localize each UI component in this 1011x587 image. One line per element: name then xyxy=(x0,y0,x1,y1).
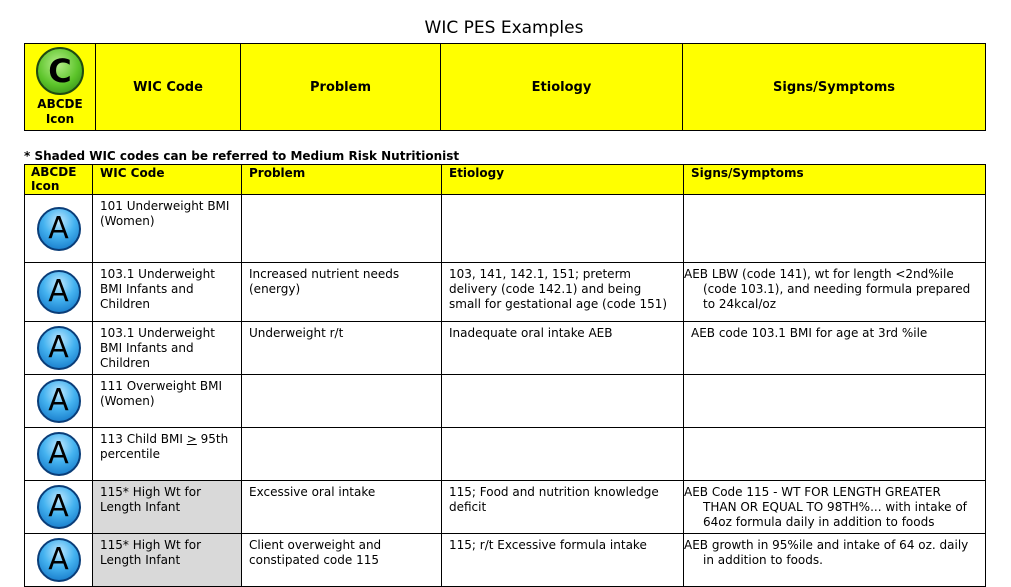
table-row xyxy=(25,375,986,428)
signs-cell xyxy=(684,195,986,263)
row-icon-cell xyxy=(25,428,93,481)
a-circle-icon: A xyxy=(37,432,81,476)
row-icon-cell xyxy=(25,375,93,428)
problem-cell: Underweight r/t xyxy=(242,322,442,375)
table-header-row xyxy=(25,165,986,195)
page-title: WIC PES Examples xyxy=(424,18,584,38)
c-circle-icon: C xyxy=(36,47,84,95)
etiology-cell xyxy=(442,195,684,263)
table-row xyxy=(25,195,986,263)
wic-code-cell: 111 Overweight BMI (Women) xyxy=(93,375,242,428)
icon-label-line1: ABCDE xyxy=(37,97,83,111)
shading-note: * Shaded WIC codes can be referred to Medium Risk Nutritionist xyxy=(24,149,460,163)
etiology-cell: Inadequate oral intake AEB xyxy=(442,322,684,375)
table-row xyxy=(25,481,986,534)
wic-code-cell-shaded: 115* High Wt for Length Infant xyxy=(93,481,242,534)
legend-col-wic-code: WIC Code xyxy=(96,44,241,131)
problem-cell xyxy=(242,195,442,263)
signs-cell xyxy=(684,428,986,481)
a-circle-icon: A xyxy=(37,207,81,251)
signs-cell xyxy=(684,375,986,428)
problem-cell: Increased nutrient needs (energy) xyxy=(242,263,442,322)
header-icon xyxy=(25,165,93,195)
a-circle-icon: A xyxy=(37,270,81,314)
row-icon-cell xyxy=(25,195,93,263)
legend-icon-cell xyxy=(25,44,96,131)
table-row xyxy=(25,428,986,481)
etiology-cell: 115; Food and nutrition knowledge deficit xyxy=(442,481,684,534)
legend-col-etiology: Etiology xyxy=(441,44,683,131)
etiology-cell: 103, 141, 142.1, 151; preterm delivery (code 142.1) and being small for gestational age (code 151) xyxy=(442,263,684,322)
problem-cell: Client overweight and constipated code 115 xyxy=(242,534,442,587)
header-icon-line2: Icon xyxy=(31,179,60,193)
problem-cell xyxy=(242,428,442,481)
wic-code-cell: 103.1 Underweight BMI Infants and Children xyxy=(93,263,242,322)
header-wic-code: WIC Code xyxy=(93,165,242,195)
wic-code-cell: 113 Child BMI > 95th percentile xyxy=(93,428,242,481)
legend-header-row xyxy=(25,44,986,131)
etiology-cell xyxy=(442,375,684,428)
header-signs: Signs/Symptoms xyxy=(684,165,986,195)
etiology-cell xyxy=(442,428,684,481)
legend-header-table xyxy=(24,43,986,131)
legend-col-signs: Signs/Symptoms xyxy=(683,44,986,131)
etiology-cell: 115; r/t Excessive formula intake xyxy=(442,534,684,587)
a-circle-icon: A xyxy=(37,538,81,582)
row-icon-cell xyxy=(25,322,93,375)
a-circle-icon: A xyxy=(37,326,81,370)
icon-label-line2: Icon xyxy=(45,112,75,126)
wic-code-cell: 101 Underweight BMI (Women) xyxy=(93,195,242,263)
legend-col-problem: Problem xyxy=(241,44,441,131)
wic-code-cell-shaded: 115* High Wt for Length Infant xyxy=(93,534,242,587)
row-icon-cell xyxy=(25,263,93,322)
signs-cell: AEB LBW (code 141), wt for length <2nd%ile (code 103.1), and needing formula prepared to 24kcal/oz xyxy=(684,263,986,322)
pes-table xyxy=(24,164,986,587)
header-etiology: Etiology xyxy=(442,165,684,195)
table-row xyxy=(25,534,986,587)
table-row xyxy=(25,322,986,375)
problem-cell xyxy=(242,375,442,428)
header-icon-line1: ABCDE xyxy=(31,165,77,179)
row-icon-cell xyxy=(25,481,93,534)
a-circle-icon: A xyxy=(37,379,81,423)
signs-cell: AEB code 103.1 BMI for age at 3rd %ile xyxy=(684,322,986,375)
row-icon-cell xyxy=(25,534,93,587)
header-problem: Problem xyxy=(242,165,442,195)
problem-cell: Excessive oral intake xyxy=(242,481,442,534)
signs-cell: AEB growth in 95%ile and intake of 64 oz. daily in addition to foods. xyxy=(684,534,986,587)
wic-code-cell: 103.1 Underweight BMI Infants and Children xyxy=(93,322,242,375)
signs-cell: AEB Code 115 - WT FOR LENGTH GREATER THAN OR EQUAL TO 98TH%... with intake of 64oz formula daily in addition to foods xyxy=(684,481,986,534)
table-row xyxy=(25,263,986,322)
a-circle-icon: A xyxy=(37,485,81,529)
